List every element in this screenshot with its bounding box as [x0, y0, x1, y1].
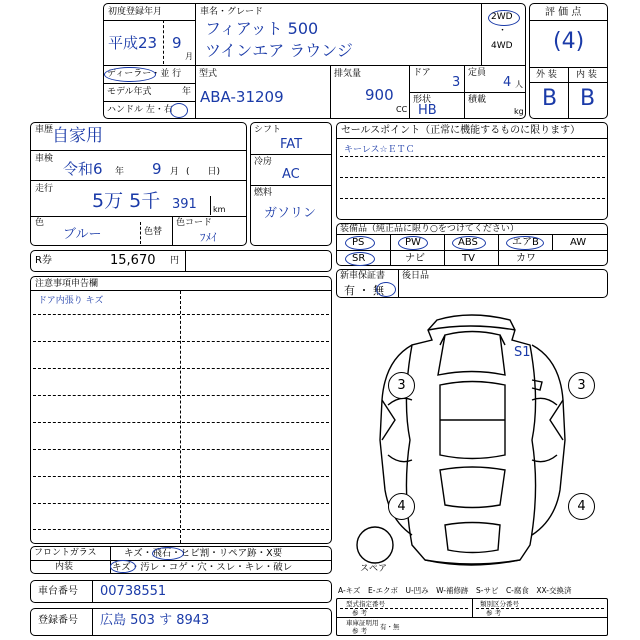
displacement-label: 排気量 [334, 69, 362, 79]
notes-header: 注意事項申告欄 [35, 279, 99, 289]
notes-line1: ドア内張り キズ [38, 296, 104, 306]
inspection-year-unit: 年 [115, 167, 125, 177]
shift-value: FAT [280, 137, 303, 152]
damage-badge-left-front: 3 [388, 372, 415, 399]
chassis-value: 00738551 [100, 584, 167, 599]
kg-unit: kg [514, 107, 524, 116]
color-label: 色 [35, 218, 45, 228]
garage-cert-yes-no: 有・無 [380, 623, 400, 631]
later-items-label: 後日品 [402, 271, 430, 281]
warranty-label: 新車保証書 [340, 271, 386, 281]
warranty-value: 有 ・ 無 [344, 284, 384, 297]
sales-points-box [336, 122, 608, 220]
garage-cert-ref: 参 考 [352, 627, 368, 635]
equip-leather: カワ [516, 253, 536, 264]
exterior-grade: B [542, 86, 558, 111]
equip-aw: AW [570, 237, 587, 248]
equip-abs: ABS [458, 237, 478, 248]
reg-date-label: 初度登録年月 [108, 7, 163, 17]
type-label: 型式 [199, 69, 218, 79]
displacement-value: 900 [365, 86, 394, 104]
color-code-label: 色コード [176, 218, 213, 228]
class-number-ref: 参 考 [486, 609, 502, 617]
equip-navi: ナビ [405, 253, 425, 264]
equip-abs-circle [452, 236, 486, 250]
inspection-label: 車検 [35, 154, 54, 164]
recycle-value: 15,670 [110, 253, 156, 268]
km-unit: km [213, 205, 226, 214]
inspection-month: 9 [152, 160, 162, 178]
recycle-unit: 円 [170, 256, 180, 266]
eval-label: 評 価 点 [545, 7, 582, 18]
glass-chip-circle [152, 547, 184, 560]
door-value: 3 [452, 75, 461, 90]
plate-label: 登録番号 [38, 615, 78, 626]
chassis-label: 車台番号 [38, 586, 78, 597]
drive-4wd: 4WD [491, 41, 513, 51]
mileage-extra: 391 [172, 197, 197, 212]
garage-cert-label: 車庫証明用 [346, 619, 379, 627]
history-label: 車歴 [35, 125, 54, 135]
glass-label: フロントガラス [34, 548, 97, 558]
interior-label: 内 装 [576, 70, 597, 80]
handle-label: ハンドル 左・右 [107, 105, 173, 115]
capacity-label: 定員 [468, 68, 487, 78]
dealer-label: ディーラー・並 行 [107, 69, 182, 79]
reg-era: 平成23 [108, 34, 158, 52]
shape-label: 形状 [413, 95, 432, 105]
car-name: フィアット 500 [205, 19, 319, 38]
interior-label: 内装 [55, 562, 74, 572]
equip-ps-circle [345, 236, 375, 250]
model-year-label: モデル年式 [107, 87, 152, 97]
type-value: ABA-31209 [200, 88, 284, 106]
equip-pw-circle [398, 236, 428, 250]
reg-month-unit: 月 [185, 52, 193, 61]
equip-ps: PS [352, 237, 365, 248]
history-value: 自家用 [52, 126, 103, 146]
inspection-month-unit: 月 [170, 167, 180, 177]
damage-legend: A-キズ E-エクボ U-凹み W-補修跡 S-サビ C-腐食 XX-交換済 [338, 586, 572, 595]
handle-right-circle [170, 103, 188, 118]
type-designation-label: 型式指定番号 [346, 600, 385, 608]
glass-value: キズ・飛石・ヒビ割・リペア跡・X要 [124, 548, 283, 559]
type-designation-ref: 参 考 [352, 609, 368, 617]
fuel-label: 燃料 [254, 188, 273, 198]
shape-value: HB [418, 103, 437, 118]
equipment-header: 装備品（純正品に限り○をつけてください） [340, 224, 519, 234]
interior-grade: B [580, 86, 596, 111]
plate-value: 広島 503 す 8943 [100, 613, 210, 628]
eval-score: (4) [553, 29, 585, 54]
class-number-label: 類別区分番号 [480, 600, 519, 608]
ac-value: AC [282, 167, 300, 182]
reg-month: 9 [172, 34, 182, 52]
color-value: ブルー [63, 227, 102, 242]
exterior-label: 外 装 [536, 70, 557, 80]
ac-label: 冷房 [254, 157, 273, 167]
mileage-value: 5万 5千 [92, 190, 161, 212]
capacity-value: 4 [503, 75, 512, 90]
inspection-era: 令和6 [63, 160, 103, 178]
fuel-value: ガソリン [264, 206, 317, 221]
mileage-label: 走行 [35, 184, 54, 194]
warranty-none-circle [376, 282, 396, 297]
sales-points-line1: キーレス☆ＥＴＣ [344, 145, 415, 155]
recycle-label: R券 [35, 255, 52, 266]
color-code-value: ﾌﾒｲ [200, 231, 217, 244]
damage-badge-right-rear: 4 [568, 493, 595, 520]
drive-2wd: 2WD [491, 12, 513, 22]
sales-points-header: セールスポイント（正常に機能するものに限ります） [341, 125, 581, 136]
car-name-label: 車名・グレード [200, 7, 264, 17]
cc-unit: CC [396, 105, 408, 114]
door-label: ドア [413, 68, 431, 78]
interior-scratch-circle [110, 560, 136, 573]
damage-badge-left-rear: 4 [388, 493, 415, 520]
dealer-circle [104, 67, 156, 82]
model-year-unit: 年 [182, 87, 192, 97]
equip-tv: TV [462, 253, 475, 264]
recycle-box [30, 250, 332, 272]
equip-sr: SR [352, 253, 366, 264]
same-color-label: 色替 [144, 227, 163, 237]
car-grade: ツインエア ラウンジ [205, 41, 353, 60]
spare-label: スペア [360, 564, 388, 574]
equip-pw: PW [405, 237, 421, 248]
capacity-unit: 人 [515, 80, 523, 89]
inspection-day-unit: ( 日) [186, 167, 221, 177]
interior-value: キズ・汚レ・コゲ・穴・スレ・キレ・破レ [112, 562, 293, 573]
equip-sr-circle [345, 252, 375, 266]
diagram-s1-mark: S1 [514, 345, 531, 360]
shift-label: シフト [254, 125, 282, 135]
equip-airbag: エアB [512, 237, 539, 248]
drive-dot: ・ [498, 26, 508, 36]
load-label: 積載 [468, 95, 487, 105]
equip-airbag-circle [506, 236, 544, 250]
damage-badge-right-front: 3 [568, 372, 595, 399]
